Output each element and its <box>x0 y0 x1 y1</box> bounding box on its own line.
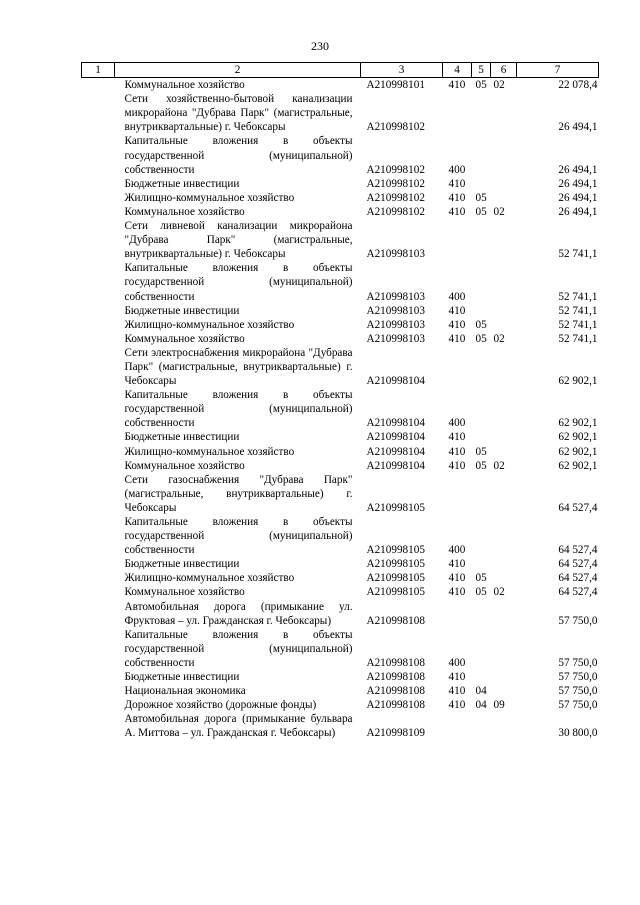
row-code-cell: А210998103 <box>366 304 425 317</box>
row-subsection-cell <box>491 600 517 628</box>
table-row <box>82 600 599 628</box>
row-expense-type-cell: 410 <box>448 79 466 92</box>
row-name-cell: Капитальные вложения в объекты государственной (муниципальной) собственности <box>124 628 353 669</box>
row-expense-type-cell: 410 <box>448 572 466 585</box>
row-name-cell: Коммунальное хозяйство <box>124 205 245 218</box>
row-section-cell <box>472 557 491 571</box>
row-expense-type-cell <box>443 600 472 628</box>
row-name-cell: Бюджетные инвестиции <box>124 177 240 190</box>
row-amount-cell: 30 800,0 <box>558 727 598 740</box>
row-section-cell <box>472 670 491 684</box>
row-spacer-cell <box>82 134 115 176</box>
row-expense-type-cell <box>443 219 472 261</box>
table-row <box>82 585 599 599</box>
row-spacer-cell <box>82 78 115 93</box>
table-row <box>82 473 599 515</box>
row-subsection-cell: 02 <box>493 79 505 92</box>
row-code-cell: А210998104 <box>366 459 425 472</box>
row-expense-type-cell: 400 <box>448 290 466 303</box>
row-expense-type-cell: 410 <box>448 332 466 345</box>
row-subsection-cell <box>491 515 517 557</box>
row-expense-type-cell <box>443 473 472 515</box>
row-subsection-cell: 02 <box>493 586 505 599</box>
row-section-cell <box>472 600 491 628</box>
row-section-cell: 05 <box>475 459 487 472</box>
column-header-1: 1 <box>82 63 115 78</box>
row-amount-cell: 64 527,4 <box>558 572 598 585</box>
row-expense-type-cell: 410 <box>448 459 466 472</box>
table-header-row <box>82 63 599 78</box>
row-spacer-cell <box>82 628 115 670</box>
table-row <box>82 445 599 459</box>
row-section-cell: 05 <box>475 79 487 92</box>
row-amount-cell: 64 527,4 <box>558 501 598 514</box>
table-row <box>82 670 599 684</box>
row-code-cell: А210998109 <box>366 727 425 740</box>
row-code-cell: А210998103 <box>366 318 425 331</box>
row-code-cell: А210998104 <box>366 445 425 458</box>
row-code-cell: А210998108 <box>366 699 425 712</box>
row-name-cell: Сети газоснабжения "Дубрава Парк" (магистральные, внутриквартальные) г. Чебоксары <box>124 473 353 514</box>
row-code-cell: А210998104 <box>366 431 425 444</box>
row-code-cell: А210998108 <box>366 671 425 684</box>
row-code-cell: А210998105 <box>366 558 425 571</box>
row-amount-cell: 62 902,1 <box>558 459 598 472</box>
row-name-cell: Коммунальное хозяйство <box>124 332 245 345</box>
row-spacer-cell <box>82 473 115 515</box>
row-section-cell <box>472 92 491 134</box>
row-spacer-cell <box>82 177 115 191</box>
row-amount-cell: 52 741,1 <box>558 318 598 331</box>
row-amount-cell: 57 750,0 <box>558 656 598 669</box>
row-amount-cell: 57 750,0 <box>558 671 598 684</box>
row-amount-cell: 62 902,1 <box>558 431 598 444</box>
row-expense-type-cell: 400 <box>448 544 466 557</box>
row-section-cell <box>472 346 491 388</box>
row-section-cell <box>472 134 491 176</box>
row-section-cell: 05 <box>475 318 487 331</box>
row-code-cell: А210998103 <box>366 248 425 261</box>
row-name-cell: Сети ливневой канализации микрорайона "Дубрава Парк" (магистральные, внутриквартальные) г. Чебоксары <box>124 220 353 261</box>
table-row <box>82 177 599 191</box>
row-subsection-cell <box>491 177 517 191</box>
row-subsection-cell <box>491 388 517 430</box>
row-subsection-cell: 02 <box>493 459 505 472</box>
row-spacer-cell <box>82 557 115 571</box>
row-name-cell: Бюджетные инвестиции <box>124 431 240 444</box>
row-spacer-cell <box>82 304 115 318</box>
row-subsection-cell: 09 <box>493 699 505 712</box>
row-spacer-cell <box>82 670 115 684</box>
table-row <box>82 191 599 205</box>
row-section-cell: 05 <box>475 445 487 458</box>
row-expense-type-cell: 410 <box>448 445 466 458</box>
row-name-cell: Автомобильная дорога (примыкание ул. Фруктовая – ул. Гражданская г. Чебоксары) <box>124 600 353 627</box>
row-code-cell: А210998104 <box>366 375 425 388</box>
row-amount-cell: 52 741,1 <box>558 290 598 303</box>
row-code-cell: А210998102 <box>366 191 425 204</box>
row-spacer-cell <box>82 191 115 205</box>
row-subsection-cell <box>491 191 517 205</box>
row-amount-cell: 26 494,1 <box>558 177 598 190</box>
row-code-cell: А210998102 <box>366 177 425 190</box>
row-name-cell: Коммунальное хозяйство <box>124 586 245 599</box>
row-name-cell: Сети электроснабжения микрорайона "Дубрава Парк" (магистральные, внутриквартальные) г. Чебоксары <box>124 346 353 388</box>
row-spacer-cell <box>82 571 115 585</box>
row-subsection-cell <box>491 318 517 332</box>
column-header-5: 5 <box>472 63 491 78</box>
row-expense-type-cell: 410 <box>448 558 466 571</box>
table-row <box>82 628 599 670</box>
row-subsection-cell <box>491 346 517 388</box>
row-expense-type-cell <box>443 712 472 740</box>
row-amount-cell: 64 527,4 <box>558 586 598 599</box>
row-code-cell: А210998105 <box>366 544 425 557</box>
row-amount-cell: 62 902,1 <box>558 375 598 388</box>
row-code-cell: А210998101 <box>366 79 425 92</box>
row-code-cell: А210998102 <box>366 163 425 176</box>
row-spacer-cell <box>82 459 115 473</box>
row-subsection-cell <box>491 628 517 670</box>
row-section-cell: 05 <box>475 205 487 218</box>
row-expense-type-cell: 410 <box>448 671 466 684</box>
row-name-cell: Капитальные вложения в объекты государственной (муниципальной) собственности <box>124 389 353 430</box>
row-subsection-cell <box>491 473 517 515</box>
column-header-4: 4 <box>443 63 472 78</box>
row-spacer-cell <box>82 318 115 332</box>
row-code-cell: А210998103 <box>366 332 425 345</box>
row-expense-type-cell: 400 <box>448 656 466 669</box>
table-row <box>82 304 599 318</box>
table-row <box>82 346 599 388</box>
row-expense-type-cell: 400 <box>448 163 466 176</box>
row-section-cell: 04 <box>475 685 487 698</box>
row-subsection-cell <box>491 304 517 318</box>
row-code-cell: А210998102 <box>366 121 425 134</box>
row-expense-type-cell: 410 <box>448 304 466 317</box>
row-subsection-cell <box>491 261 517 303</box>
row-spacer-cell <box>82 219 115 261</box>
row-spacer-cell <box>82 92 115 134</box>
row-expense-type-cell: 410 <box>448 177 466 190</box>
row-name-cell: Жилищно-коммунальное хозяйство <box>124 572 295 585</box>
row-amount-cell: 52 741,1 <box>558 248 598 261</box>
table-row <box>82 92 599 134</box>
row-subsection-cell <box>491 134 517 176</box>
row-amount-cell: 22 078,4 <box>558 79 598 92</box>
row-expense-type-cell: 410 <box>448 205 466 218</box>
row-subsection-cell <box>491 430 517 444</box>
row-name-cell: Коммунальное хозяйство <box>124 459 245 472</box>
row-name-cell: Жилищно-коммунальное хозяйство <box>124 191 295 204</box>
table-body <box>82 78 599 741</box>
row-subsection-cell <box>491 684 517 698</box>
row-amount-cell: 57 750,0 <box>558 699 598 712</box>
row-expense-type-cell: 410 <box>448 699 466 712</box>
row-spacer-cell <box>82 430 115 444</box>
row-section-cell <box>472 473 491 515</box>
table-row <box>82 205 599 219</box>
table-row <box>82 571 599 585</box>
row-section-cell: 05 <box>475 191 487 204</box>
column-header-3: 3 <box>361 63 443 78</box>
row-spacer-cell <box>82 346 115 388</box>
table-row <box>82 318 599 332</box>
table-row <box>82 459 599 473</box>
row-subsection-cell <box>491 670 517 684</box>
row-spacer-cell <box>82 712 115 740</box>
row-amount-cell: 62 902,1 <box>558 445 598 458</box>
row-amount-cell: 64 527,4 <box>558 558 598 571</box>
row-name-cell: Капитальные вложения в объекты государственной (муниципальной) собственности <box>124 516 353 557</box>
row-name-cell: Жилищно-коммунальное хозяйство <box>124 445 295 458</box>
table-row <box>82 515 599 557</box>
page-number: 230 <box>311 39 329 53</box>
row-code-cell: А210998105 <box>366 501 425 514</box>
row-section-cell: 04 <box>475 699 487 712</box>
row-section-cell <box>472 712 491 740</box>
row-expense-type-cell: 410 <box>448 318 466 331</box>
row-name-cell: Автомобильная дорога (примыкание бульвара А. Миттова – ул. Гражданская г. Чебоксары) <box>124 713 353 740</box>
row-section-cell <box>472 219 491 261</box>
row-spacer-cell <box>82 388 115 430</box>
row-spacer-cell <box>82 445 115 459</box>
row-name-cell: Бюджетные инвестиции <box>124 304 240 317</box>
row-code-cell: А210998104 <box>366 417 425 430</box>
row-expense-type-cell: 410 <box>448 685 466 698</box>
row-spacer-cell <box>82 684 115 698</box>
row-amount-cell: 52 741,1 <box>558 304 598 317</box>
table-row <box>82 261 599 303</box>
table-row <box>82 78 599 93</box>
row-name-cell: Капитальные вложения в объекты государственной (муниципальной) собственности <box>124 262 353 303</box>
row-name-cell: Коммунальное хозяйство <box>124 79 245 92</box>
row-amount-cell: 62 902,1 <box>558 417 598 430</box>
table-row <box>82 698 599 712</box>
row-subsection-cell: 02 <box>493 332 505 345</box>
row-amount-cell: 57 750,0 <box>558 685 598 698</box>
row-section-cell <box>472 515 491 557</box>
row-code-cell: А210998108 <box>366 685 425 698</box>
row-expense-type-cell: 410 <box>448 431 466 444</box>
row-section-cell <box>472 177 491 191</box>
row-expense-type-cell <box>443 346 472 388</box>
row-subsection-cell <box>491 557 517 571</box>
table-row <box>82 684 599 698</box>
row-section-cell <box>472 304 491 318</box>
row-subsection-cell <box>491 92 517 134</box>
row-code-cell: А210998102 <box>366 205 425 218</box>
row-expense-type-cell: 410 <box>448 586 466 599</box>
row-amount-cell: 57 750,0 <box>558 614 598 627</box>
row-amount-cell: 26 494,1 <box>558 205 598 218</box>
row-spacer-cell <box>82 698 115 712</box>
row-subsection-cell: 02 <box>493 205 505 218</box>
row-section-cell <box>472 261 491 303</box>
row-name-cell: Национальная экономика <box>124 685 246 698</box>
row-section-cell: 05 <box>475 586 487 599</box>
row-section-cell <box>472 628 491 670</box>
row-spacer-cell <box>82 205 115 219</box>
row-code-cell: А210998103 <box>366 290 425 303</box>
table-row <box>82 430 599 444</box>
row-spacer-cell <box>82 261 115 303</box>
row-subsection-cell <box>491 219 517 261</box>
row-subsection-cell <box>491 712 517 740</box>
row-code-cell: А210998105 <box>366 586 425 599</box>
row-code-cell: А210998108 <box>366 656 425 669</box>
row-code-cell: А210998108 <box>366 614 425 627</box>
column-header-2: 2 <box>115 63 361 78</box>
row-name-cell: Жилищно-коммунальное хозяйство <box>124 318 295 331</box>
row-name-cell: Бюджетные инвестиции <box>124 671 240 684</box>
row-subsection-cell <box>491 571 517 585</box>
row-spacer-cell <box>82 332 115 346</box>
budget-table <box>81 62 599 741</box>
table-row <box>82 557 599 571</box>
table-row <box>82 134 599 176</box>
row-name-cell: Сети хозяйственно-бытовой канализации микрорайона "Дубрава Парк" (магистральные, внутриквартальные) г. Чебоксары <box>124 93 353 134</box>
row-section-cell <box>472 430 491 444</box>
column-header-7: 7 <box>517 63 599 78</box>
row-spacer-cell <box>82 515 115 557</box>
row-name-cell: Бюджетные инвестиции <box>124 558 240 571</box>
column-header-6: 6 <box>491 63 517 78</box>
table-row <box>82 712 599 740</box>
row-expense-type-cell: 410 <box>448 191 466 204</box>
table-row <box>82 332 599 346</box>
row-section-cell <box>472 388 491 430</box>
row-amount-cell: 26 494,1 <box>558 163 598 176</box>
row-name-cell: Дорожное хозяйство (дорожные фонды) <box>124 699 317 712</box>
row-amount-cell: 64 527,4 <box>558 544 598 557</box>
row-amount-cell: 26 494,1 <box>558 191 598 204</box>
table-row <box>82 388 599 430</box>
row-spacer-cell <box>82 600 115 628</box>
row-subsection-cell <box>491 445 517 459</box>
row-section-cell: 05 <box>475 332 487 345</box>
row-spacer-cell <box>82 585 115 599</box>
row-expense-type-cell: 400 <box>448 417 466 430</box>
row-amount-cell: 26 494,1 <box>558 121 598 134</box>
row-name-cell: Капитальные вложения в объекты государственной (муниципальной) собственности <box>124 135 353 176</box>
row-amount-cell: 52 741,1 <box>558 332 598 345</box>
row-code-cell: А210998105 <box>366 572 425 585</box>
row-section-cell: 05 <box>475 572 487 585</box>
table-row <box>82 219 599 261</box>
row-expense-type-cell <box>443 92 472 134</box>
